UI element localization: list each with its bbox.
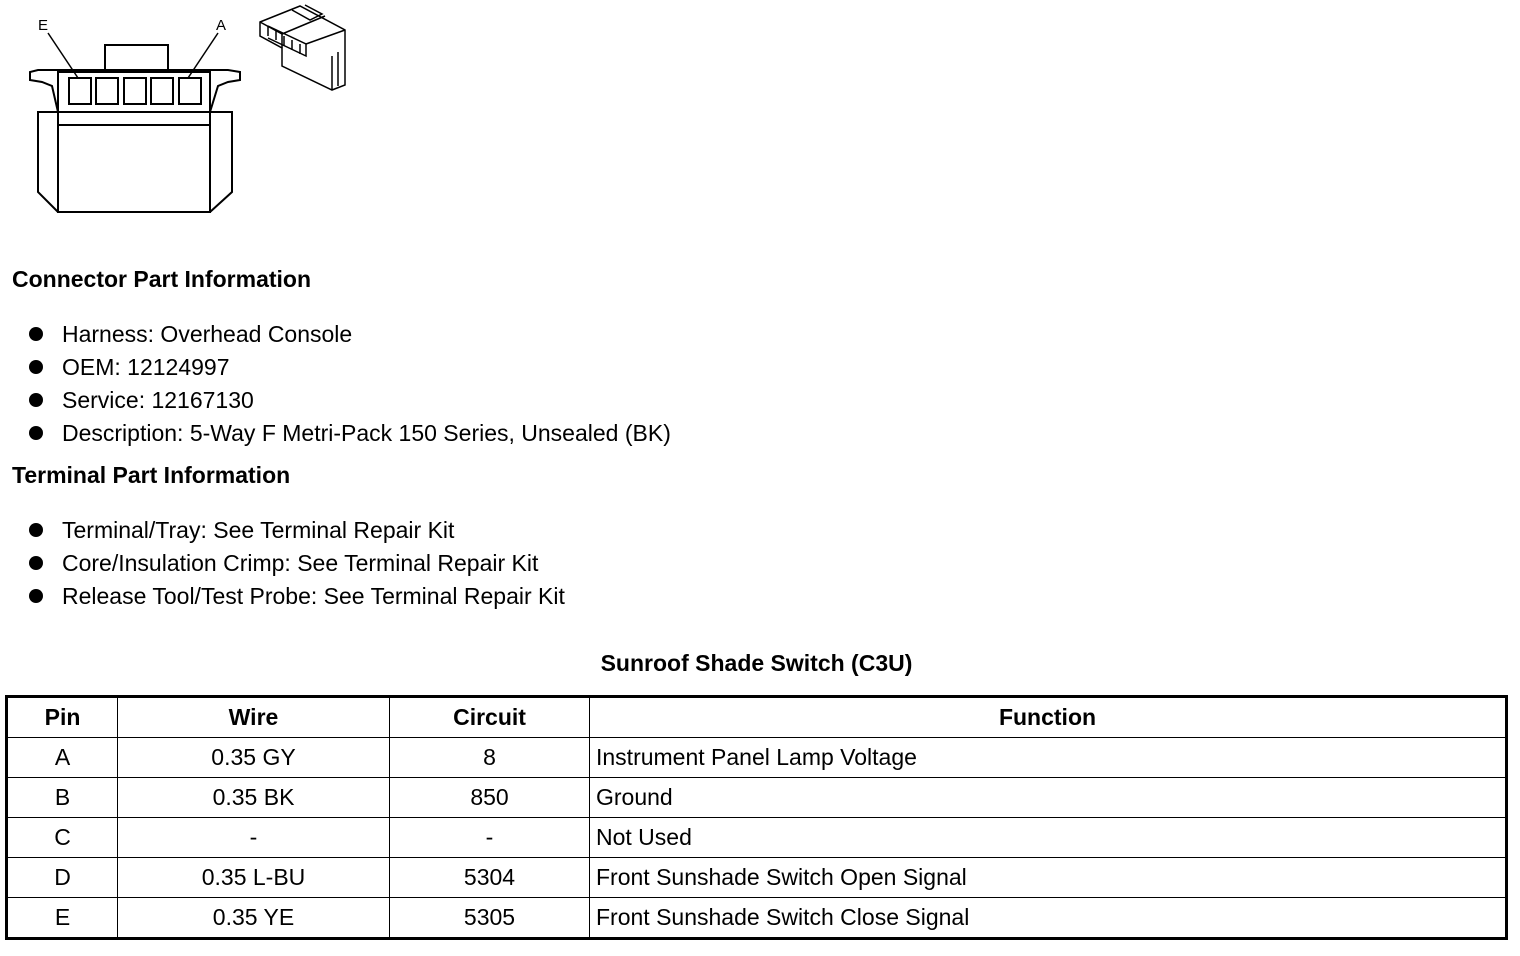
cell-circuit: 8	[390, 738, 590, 778]
header-circuit: Circuit	[390, 697, 590, 738]
list-item	[0, 514, 565, 547]
terminal-part-info-list	[0, 514, 565, 613]
connector-isometric-view	[260, 5, 345, 90]
table-header-row	[7, 697, 1507, 738]
pin-label-e: E	[38, 17, 49, 34]
bullet-icon	[29, 556, 43, 570]
cell-wire: 0.35 BK	[118, 778, 390, 818]
bullet-icon	[29, 393, 43, 407]
cell-function: Front Sunshade Switch Close Signal	[590, 898, 1507, 939]
list-item	[0, 384, 671, 417]
cell-wire: 0.35 GY	[118, 738, 390, 778]
terminal-part-info-title: Terminal Part Information	[12, 462, 291, 488]
cell-circuit: 5304	[390, 858, 590, 898]
release-tool-text: Release Tool/Test Probe: See Terminal Repair Kit	[62, 583, 565, 609]
cell-pin: E	[7, 898, 118, 939]
cell-circuit: 850	[390, 778, 590, 818]
bullet-icon	[29, 360, 43, 374]
cell-pin: D	[7, 858, 118, 898]
bullet-icon	[29, 523, 43, 537]
harness-text: Harness: Overhead Console	[62, 321, 353, 347]
pinout-table	[5, 695, 1508, 940]
table-row	[7, 818, 1507, 858]
list-item	[0, 318, 671, 351]
cell-pin: B	[7, 778, 118, 818]
table-caption: Sunroof Shade Switch (C3U)	[600, 650, 913, 676]
cell-function: Ground	[590, 778, 1507, 818]
list-item	[0, 417, 671, 450]
bullet-icon	[29, 327, 43, 341]
list-item	[0, 547, 565, 580]
table-row	[7, 738, 1507, 778]
table-row	[7, 778, 1507, 818]
service-text: Service: 12167130	[62, 387, 254, 413]
cell-circuit: -	[390, 818, 590, 858]
cell-function: Front Sunshade Switch Open Signal	[590, 858, 1507, 898]
description-text: Description: 5-Way F Metri-Pack 150 Series, Unsealed (BK)	[62, 420, 671, 446]
cell-wire: 0.35 YE	[118, 898, 390, 939]
cell-pin: C	[7, 818, 118, 858]
cell-circuit: 5305	[390, 898, 590, 939]
oem-text: OEM: 12124997	[62, 354, 230, 380]
cell-wire: -	[118, 818, 390, 858]
terminal-cavities	[69, 78, 201, 104]
connector-part-info-list	[0, 318, 671, 450]
list-item	[0, 351, 671, 384]
list-item	[0, 580, 565, 613]
bullet-icon	[29, 589, 43, 603]
cell-function: Not Used	[590, 818, 1507, 858]
cell-function: Instrument Panel Lamp Voltage	[590, 738, 1507, 778]
table-row	[7, 898, 1507, 939]
header-function: Function	[590, 697, 1507, 738]
header-wire: Wire	[118, 697, 390, 738]
connector-part-info-title: Connector Part Information	[12, 266, 312, 292]
crimp-text: Core/Insulation Crimp: See Terminal Repair Kit	[62, 550, 539, 576]
cell-pin: A	[7, 738, 118, 778]
connector-diagram	[0, 0, 370, 225]
pin-label-a: A	[216, 17, 227, 34]
header-pin: Pin	[7, 697, 118, 738]
cell-wire: 0.35 L-BU	[118, 858, 390, 898]
terminal-tray-text: Terminal/Tray: See Terminal Repair Kit	[62, 517, 455, 543]
bullet-icon	[29, 426, 43, 440]
table-row	[7, 858, 1507, 898]
